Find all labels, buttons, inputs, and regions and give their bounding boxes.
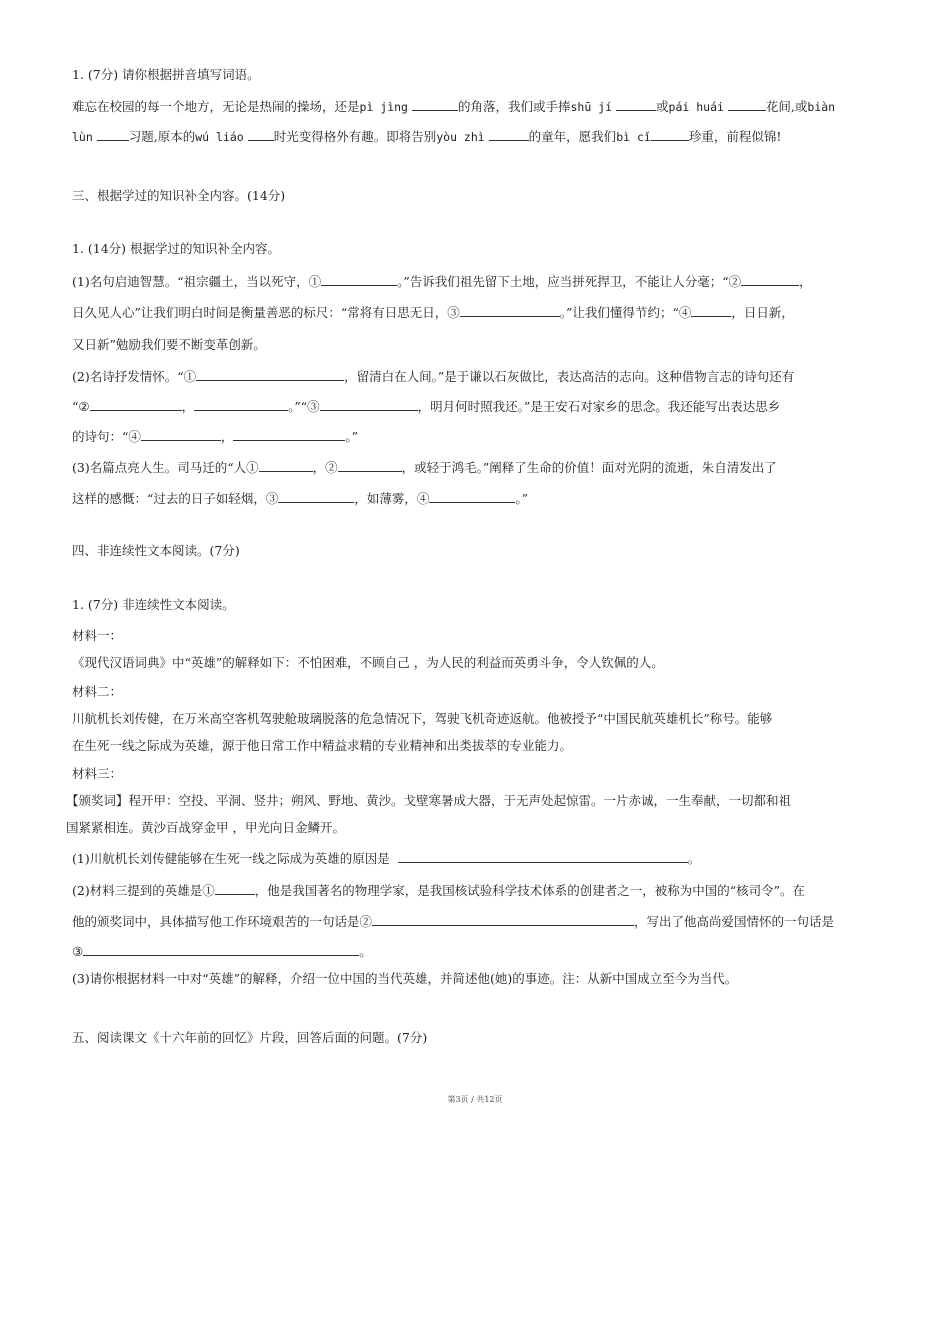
text: 。” [515, 491, 529, 506]
text: 难忘在校园的每一个地方，无论是热闹的操场，还是 [72, 99, 360, 114]
pinyin: yòu zhì [436, 130, 485, 144]
text: 。 [359, 944, 372, 959]
answer-blank[interactable] [320, 398, 418, 411]
question-header: 1. (7分) 非连续性文本阅读。 [72, 597, 235, 612]
text: ，明月何时照我还。”是王安石对家乡的思念。我还能写出表达思乡 [417, 399, 781, 414]
text: 的诗句：“④ [72, 429, 141, 444]
sub-question: (3)请你根据材料一中对“英雄”的解释，介绍一位中国的当代英雄，并简述他(她)的事迹。注：从新中国成立至今为当代。 [72, 971, 738, 986]
answer-blank[interactable] [141, 428, 221, 441]
text: (1)川航机长刘传健能够在生死一线之际成为英雄的原因是 [72, 851, 390, 866]
pinyin: lùn [72, 130, 93, 144]
page-number: 第3页 / 共12页 [447, 1095, 503, 1104]
paragraph-line: 又日新”勉励我们要不断变革创新。 [72, 337, 266, 352]
question-header: 1. (7分) 请你根据拼音填写词语。 [72, 67, 260, 82]
material-text: 川航机长刘传健，在万米高空客机驾驶舱玻璃脱落的危急情况下，驾驶飞机奇迹返航。他被授予“中国民航英雄机长”称号。能够 [72, 711, 773, 726]
sub-question [72, 943, 372, 961]
text: ， [181, 399, 195, 414]
answer-blank[interactable] [741, 273, 799, 286]
answer-blank[interactable] [97, 128, 129, 141]
text: ，日日新， [731, 305, 794, 320]
paragraph-line [72, 428, 358, 446]
answer-blank[interactable] [398, 850, 688, 863]
paragraph-line [72, 398, 780, 416]
text: (1)名句启迪智慧。“祖宗疆土，当以死守，① [72, 274, 322, 289]
text: 习题,原本的 [128, 129, 196, 144]
text: ， [220, 429, 234, 444]
text: (2)材料三提到的英雄是① [72, 883, 215, 898]
text: ，写出了他高尚爱国情怀的一句话是 [634, 914, 835, 929]
answer-blank[interactable] [651, 128, 689, 141]
answer-blank[interactable] [259, 459, 313, 472]
answer-blank[interactable] [248, 128, 274, 141]
paragraph-line [72, 490, 528, 508]
answer-blank[interactable] [233, 428, 345, 441]
text: (3)名篇点亮人生。司马迁的“人① [72, 460, 259, 475]
text: 。”让我们懂得节约；“④ [559, 305, 692, 320]
answer-blank[interactable] [83, 943, 359, 956]
material-label: 材料三： [72, 766, 123, 781]
text: 时光变得格外有趣。即将告别 [273, 129, 437, 144]
text: 或 [656, 99, 669, 114]
section-heading: 三、根据学过的知识补全内容。(14分) [72, 188, 286, 203]
pinyin: bì cǐ [616, 130, 651, 144]
pinyin: biàn [807, 100, 836, 114]
question-header: 1. (14分) 根据学过的知识补全内容。 [72, 241, 281, 256]
pinyin: pái huái [668, 100, 724, 114]
answer-blank[interactable] [489, 128, 529, 141]
text: 的童年，愿我们 [528, 129, 617, 144]
text: ③ [72, 944, 84, 959]
answer-blank[interactable] [278, 490, 354, 503]
text: (2)名诗抒发情怀。“① [72, 369, 197, 384]
answer-blank[interactable] [412, 98, 458, 111]
text: 。 [687, 851, 701, 866]
pinyin: shū jí [570, 100, 613, 114]
material-text: 《现代汉语词典》中“英雄”的解释如下：不怕困难，不顾自己 ，为人民的利益而英勇斗争，令人钦佩的人。 [72, 655, 664, 670]
paragraph-line [72, 128, 781, 146]
paragraph-line [72, 459, 777, 477]
answer-blank[interactable] [196, 368, 344, 381]
text: ，如薄雾，④ [354, 491, 430, 506]
text: 他的颁奖词中，具体描写他工作环境艰苦的一句话是② [72, 914, 373, 929]
material-label: 材料一： [72, 628, 123, 643]
pinyin: pì jìng [359, 100, 408, 114]
text: ，或轻于鸿毛。”阐释了生命的价值！面对光阴的流逝，朱自清发出了 [401, 460, 777, 475]
answer-blank[interactable] [616, 98, 656, 111]
material-text: 在生死一线之际成为英雄，源于他日常工作中精益求精的专业精神和出类拔萃的专业能力。 [72, 738, 573, 753]
answer-blank[interactable] [691, 304, 731, 317]
text: 花间,或 [765, 99, 808, 114]
answer-blank[interactable] [215, 882, 255, 895]
section-heading: 五、阅读课文《十六年前的回忆》片段，回答后面的问题。(7分) [72, 1030, 428, 1045]
material-text: 【颁奖词】程开甲：空投、平洞、竖井；朔风、野地、黄沙。戈壁寒暑成大器，于无声处起惊雷。一片赤诚，一生奉献，一切都和祖 [66, 793, 792, 808]
material-label: 材料二： [72, 684, 123, 699]
text: 珍重，前程似锦! [688, 129, 782, 144]
pinyin: wú liáo [195, 130, 244, 144]
sub-question [72, 913, 834, 931]
answer-blank[interactable] [372, 913, 634, 926]
paragraph-line [72, 368, 794, 386]
answer-blank[interactable] [321, 273, 397, 286]
section-heading: 四、非连续性文本阅读。(7分) [72, 543, 240, 558]
answer-blank[interactable] [429, 490, 515, 503]
sub-question [72, 882, 805, 900]
sub-question [72, 850, 700, 868]
text: “② [72, 399, 90, 414]
text: 。”“③ [288, 399, 320, 414]
answer-blank[interactable] [90, 398, 182, 411]
text: 。” [345, 429, 359, 444]
text: 日久见人心”让我们明白时间是衡量善恶的标尺：“常将有日思无日，③ [72, 305, 460, 320]
answer-blank[interactable] [460, 304, 560, 317]
answer-blank[interactable] [728, 98, 766, 111]
text: 这样的感慨：“过去的日子如轻烟，③ [72, 491, 279, 506]
paragraph-line [72, 304, 794, 322]
text: ，② [312, 460, 338, 475]
text: ，留清白在人间。”是于谦以石灰做比，表达高洁的志向。这种借物言志的诗句还有 [344, 369, 795, 384]
answer-blank[interactable] [194, 398, 288, 411]
answer-blank[interactable] [338, 459, 402, 472]
text: 。”告诉我们祖先留下土地，应当拼死捍卫，不能让人分毫；“② [397, 274, 742, 289]
text: 的角落，我们或手捧 [457, 99, 571, 114]
text: ，他是我国著名的物理学家，是我国核试验科学技术体系的创建者之一，被称为中国的“核司令”。在 [254, 883, 806, 898]
text: ， [799, 274, 812, 289]
paragraph-line [72, 273, 812, 291]
material-text: 国紧紧相连。黄沙百战穿金甲 ，甲光向日金鳞开。 [66, 820, 345, 835]
paragraph-line [72, 98, 835, 116]
